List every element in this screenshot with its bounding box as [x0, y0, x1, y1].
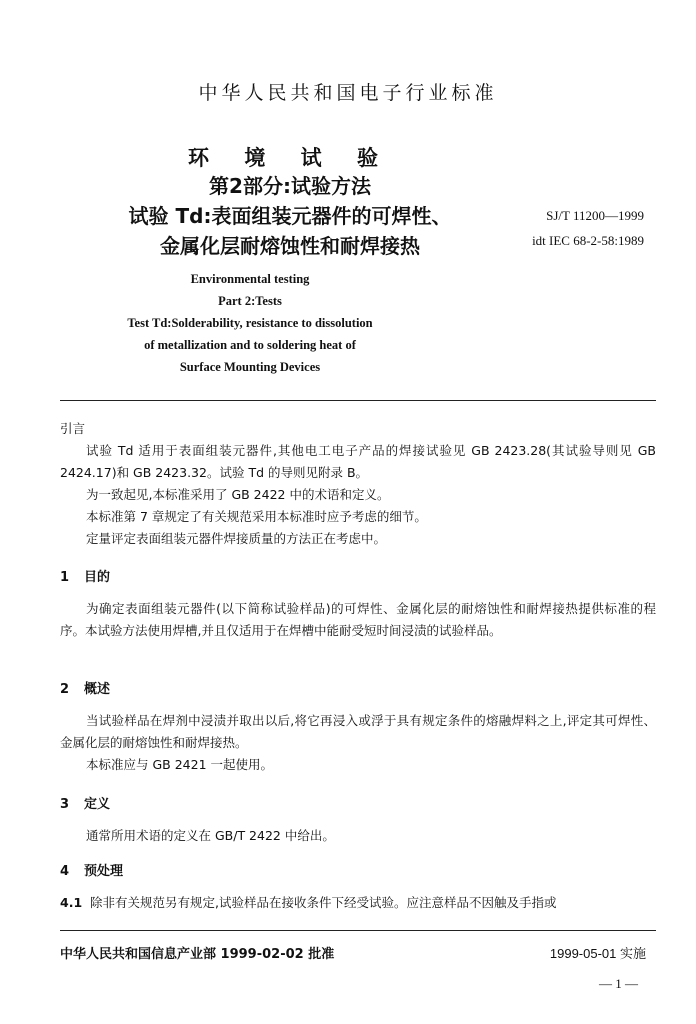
- english-title-line-2: Part 2:Tests: [218, 294, 282, 308]
- english-title-line-3: Test Td:Solderability, resistance to dissolution: [127, 316, 373, 330]
- title-line-2: 第2部分:试验方法: [209, 174, 371, 198]
- english-title-line-4: of metallization and to soldering heat of: [144, 338, 356, 352]
- implementation-date: 1999-05-01 实施: [549, 946, 646, 961]
- section-1-text: 为确定表面组装元器件(以下简称试验样品)的可焊性、金属化层的耐熔蚀性和耐焊接热提供标准的程序。本试验方法使用焊槽,并且仅适用于在焊槽中能耐受短时间浸渍的试验样品。: [60, 601, 656, 638]
- subsection-number: 4.1: [60, 895, 83, 910]
- section-number: 2: [60, 682, 70, 697]
- english-title-line-5: Surface Mounting Devices: [179, 360, 321, 374]
- intro-paragraph-3: 本标准第 7 章规定了有关规范采用本标准时应予考虑的细节。: [86, 509, 427, 524]
- standard-number: SJ/T 11200—1999: [546, 208, 644, 223]
- approval-line: 中华人民共和国信息产业部 1999-02-02 批准: [60, 947, 335, 962]
- section-title: 定义: [84, 797, 111, 812]
- header-divider: [60, 400, 656, 401]
- page-number: — 1 —: [599, 976, 638, 991]
- section-number: 3: [60, 797, 70, 812]
- subsection-text: 除非有关规范另有规定,试验样品在接收条件下经受试验。应注意样品不因触及手指或: [90, 895, 557, 910]
- intro-paragraph-2: 为一致起见,本标准采用了 GB 2422 中的术语和定义。: [86, 487, 390, 502]
- title-line-4: 金属化层耐熔蚀性和耐焊接热: [160, 234, 420, 258]
- section-number: 4: [60, 864, 70, 879]
- title-line-1: 环 境 试 验: [188, 146, 392, 170]
- intro-paragraph-1: 试验 Td 适用于表面组装元器件,其他电工电子产品的焊接试验见 GB 2423.28(其试验导则见 GB 2424.17)和 GB 2423.32。试验 Td 的导则见附录 B。: [60, 443, 656, 480]
- section-number: 1: [60, 570, 70, 585]
- section-title: 预处理: [84, 864, 124, 879]
- footer-divider: [60, 930, 656, 931]
- section-4-1-text: [60, 892, 656, 914]
- section-3-heading: [60, 793, 110, 812]
- section-title: 目的: [84, 570, 111, 585]
- standard-category-header: 中华人民共和国电子行业标准: [198, 82, 498, 104]
- section-title: 概述: [84, 682, 111, 697]
- intro-paragraph-4: 定量评定表面组装元器件焊接质量的方法正在考虑中。: [86, 531, 387, 546]
- english-title-line-1: Environmental testing: [190, 272, 310, 286]
- section-2-text-2: 本标准应与 GB 2421 一起使用。: [86, 757, 273, 772]
- section-3-text: 通常所用术语的定义在 GB/T 2422 中给出。: [86, 828, 335, 843]
- standard-idt: idt IEC 68-2-58:1989: [532, 233, 644, 248]
- section-1-heading: [60, 566, 110, 585]
- section-2-heading: [60, 678, 110, 697]
- title-line-3: 试验 Td:表面组装元器件的可焊性、: [128, 204, 452, 228]
- section-4-heading: [60, 860, 123, 879]
- intro-heading: 引言: [60, 421, 86, 436]
- section-2-text-1: 当试验样品在焊剂中浸渍并取出以后,将它再浸入或浮于具有规定条件的熔融焊料之上,评定其可焊性、金属化层的耐熔蚀性和耐焊接热。: [60, 713, 656, 750]
